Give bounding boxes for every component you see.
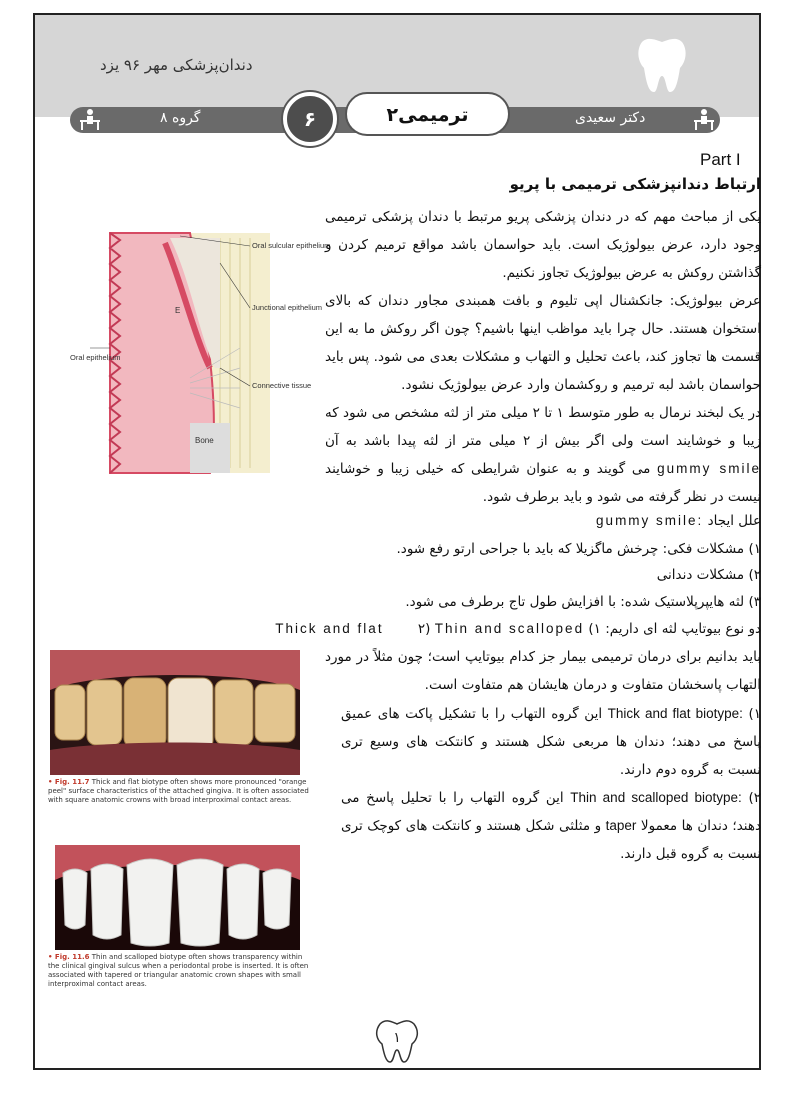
biotypes-paragraph: باید بدانیم برای درمان ترمیمی بیمار جز کدام بیوتایپ است؛ چون مثلاً در مورد التهاب پاسخشان متفاوت و درمان هایشان هم متفاوت است. [325, 649, 761, 693]
page-number-tooth-icon [374, 1018, 420, 1064]
part-label: Part I [700, 150, 741, 169]
doctor-label: دکتر سعیدی [575, 110, 646, 126]
bone-label: Bone [195, 436, 214, 445]
thin-scalloped-teeth-photo [55, 845, 300, 950]
causes-intro: علل ایجاد gummy smile: [596, 513, 761, 529]
paragraph-1: یکی از مباحث مهم که در دندان پزشکی پریو مرتبط با دندان پزشکی ترمیمی وجود دارد، عرض بیولوژیک است. باید حواسمان باشد مواقع ترمیم کردن و گذاشتن روکش به عرض بیولوژیک تجاوز نکنیم. [325, 209, 761, 281]
cause-item-3: ۳) لثه هایپرپلاستیک شده: با افزایش طول تاج برطرف می شود. [405, 594, 761, 610]
periodontium-diagram [70, 218, 331, 480]
person-at-desk-icon [78, 108, 102, 130]
subject-title: ترمیمی۲ [345, 92, 510, 136]
oral-epithelium-label: Oral epithelium [70, 353, 121, 362]
cause-item-1: ۱) مشکلات فکی: چرخش ماگزیلا که باید با جراحی ارتو رفع شود. [396, 541, 761, 557]
oral-sulcular-label: Oral sulcular epithelium [252, 241, 331, 250]
biotypes-intro: دو نوع بیوتایپ لثه ای داریم: ۱) Thick and flat ۲) Thin and scalloped [275, 621, 761, 637]
group-label: گروه ۸ [160, 110, 201, 126]
lesson-number-badge: ۶ [283, 92, 337, 146]
junctional-label: Junctional epithelium [252, 303, 323, 312]
person-at-desk-icon [692, 108, 716, 130]
paragraph-2: عرض بیولوژیک: جانکشنال اپی تلیوم و بافت همبندی مجاور دندان که بالای استخوان هستند. حال چرا باید مواظب اینها باشیم؟ چون اگر روکش ما به این قسمت ها تجاوز کند، باعث تحلیل و التهاب و مشکلات بعدی می شود. پس باید حواسمان باشد لبه ترمیم و روکشمان وارد عرض بیولوژیک نشود. [325, 293, 761, 393]
bone-region [190, 423, 230, 473]
section-heading: ارتباط دندانپزشکی ترمیمی با پریو [509, 175, 761, 193]
page-number: ۱ [393, 1030, 401, 1046]
thick-flat-teeth-photo [50, 650, 300, 775]
fig-11-7-caption: • Fig. 11.7 Thick and flat biotype often shows more pronounced "orange peel" surface characteristics of the attached gingiva. It is often associated with square anatomic crowns with broad interproximal contact areas. [48, 778, 309, 804]
fig-11-6-caption: • Fig. 11.6 Thin and scalloped biotype often shows transparency within the clinical gingival sulcus when a periodontal probe is inserted. It is often associated with tapered or triangular anatomic crown shapes with small interproximal contact areas. [48, 953, 309, 988]
university-label: دندان‌پزشکی مهر ۹۶ یزد [100, 56, 253, 74]
connective-label: Connective tissue [252, 381, 312, 390]
cause-item-2: ۲) مشکلات دندانی [656, 567, 761, 583]
biotype-item-2: ۲) Thin and scalloped biotype: این گروه التهاب را با تحلیل پاسخ می دهند؛ دندان ها معمولا taper و مثلثی شکل هستند و کانتکت های کوچک تری نسبت به گروه قبل دارند. [341, 790, 761, 862]
gummy-smile-term: gummy smile [657, 461, 762, 476]
paragraph-3: در یک لبخند نرمال به طور متوسط ۱ تا ۲ میلی متر از لثه مشخص می شود که زیبا و خوشایند است ولی اگر بیش از ۲ میلی متر از لثه پیدا باشد به آن gummy smile می گویند و به عنوان شرایطی که خیلی زیبا و خوشایند نیست در نظر گرفته می شود و باید برطرف شود. [325, 405, 762, 505]
enamel-label: E [175, 306, 181, 315]
tooth-logo-icon [634, 36, 690, 96]
biotype-item-1: ۱) Thick and flat biotype: این گروه التهاب را با تشکیل پاکت های عمیق پاسخ می دهند؛ دندان ها مربعی شکل هستند و کانتکت های وسیع تری نسبت به گروه دوم دارند. [341, 706, 761, 778]
